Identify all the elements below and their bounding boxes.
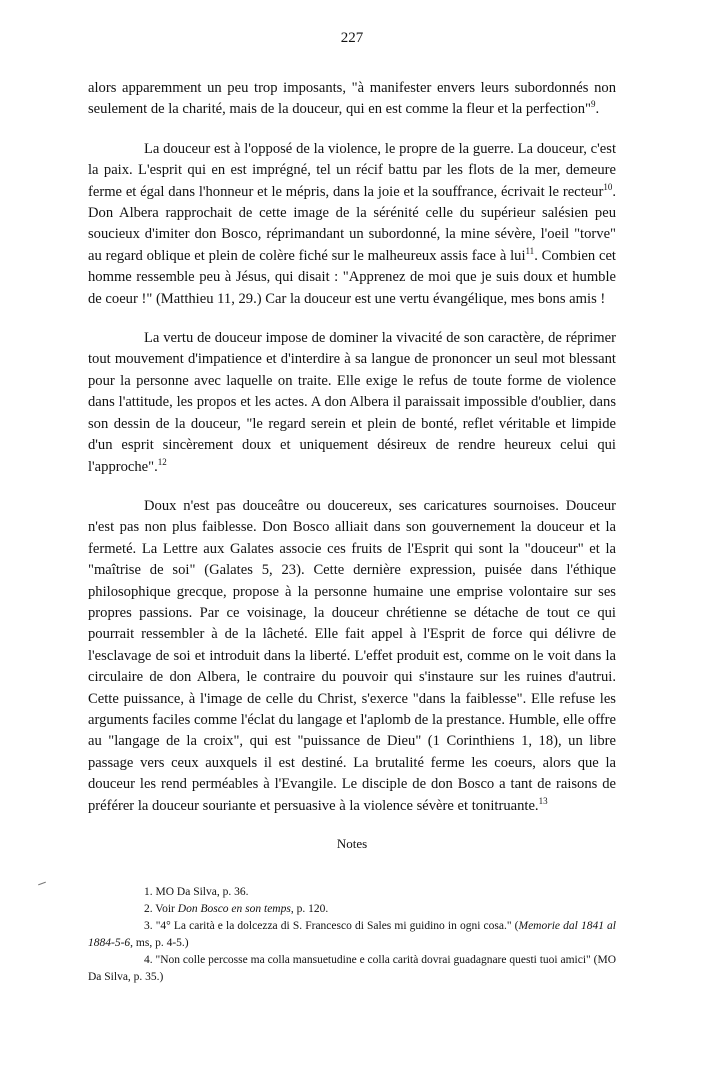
text-run: alors apparemment un peu trop imposants, "à manifester envers leurs subordonnés non seulement de la charité, mais de la douceur, qui en est comme la fleur et la perfection" <box>88 80 616 118</box>
footnote <box>88 884 616 901</box>
footnotes <box>88 884 616 986</box>
footnote-ref: 9 <box>590 99 596 110</box>
paragraph <box>88 78 616 121</box>
text-run: 3. "4° La carità e la dolcezza di S. Francesco di Sales mi guidino in ogni cosa." ( <box>144 920 519 932</box>
paragraph <box>88 496 616 817</box>
margin-mark <box>38 882 46 886</box>
notes-heading: Notes <box>336 836 368 851</box>
body-text <box>88 78 616 835</box>
paragraph <box>88 328 616 478</box>
text-run: 1. MO Da Silva, p. 36. <box>144 886 249 898</box>
text-run: 2. Voir <box>144 903 178 915</box>
text-run: La douceur est à l'opposé de la violence, le propre de la guerre. La douceur, c'est la paix. L'esprit qui en est imprégné, tel un récif battu par les flots de la mer, demeure ferme et égal dans l'honneur et le mépris, dans la joie et la souffrance, écrivait le recteur <box>88 140 616 200</box>
text-run: , p. 120. <box>290 903 329 915</box>
text-run: . Don Albera rapprochait de cette image de la sérénité celle du supérieur salésien peu soucieux d'imiter don Bosco, réprimandant un subordonné, la mine sévère, l'oeil "torve" au regard oblique et plein de colère fiché sur le malheureux assis face à lui <box>88 183 616 264</box>
italic-title: Memorie dal 1841 al 1884-5-6 <box>88 920 617 949</box>
footnote <box>88 952 616 986</box>
footnote-ref: 11 <box>525 245 535 256</box>
page-number: 227 <box>340 30 364 46</box>
text-run: . <box>595 101 600 118</box>
footnote <box>88 901 616 918</box>
footnote-ref: 10 <box>603 181 613 192</box>
text-run: . Combien cet homme ressemble peu à Jésus, qui disait : "Apprenez de moi que je suis doux et humble de coeur !" (Matthieu 11, 29.) Car la douceur est une vertu évangélique, mes bons amis ! <box>88 247 616 307</box>
text-run: La vertu de douceur impose de dominer la vivacité de son caractère, de réprimer tout mouvement d'impatience et d'interdire à sa langue de prononcer un seul mot blessant pour la personne avec laquelle on traite. Elle exige le refus de toute forme de violence dans l'attitude, les propos et les actes. A don Albera il paraissait impossible d'oublier, dans son dessin de la douceur, "le regard serein et plein de bonté, reflet véritable et limpide d'un esprit sincèrement doux et uniquement désireux de rendre heureux celui qui l'approche". <box>88 330 616 475</box>
footnote-ref: 13 <box>538 795 548 806</box>
text-run: 4. "Non colle percosse ma colla mansuetudine e colla carità dovrai guadagnare questi tuoi amici" (MO Da Silva, p. 35.) <box>88 954 616 983</box>
footnote <box>88 918 616 952</box>
text-run: Doux n'est pas douceâtre ou doucereux, ses caricatures sournoises. Douceur n'est pas non plus faiblesse. Don Bosco alliait dans son gouvernement la douceur et la fermeté. La Lettre aux Galates associe ces fruits de l'Esprit qui sont la "douceur" et la "maîtrise de soi" (Galates 5, 23). Cette dernière expression, puisée dans l'éthique philosophique grecque, propose à la personne humaine une emprise volontaire sur ses propres passions. Par ce voisinage, la douceur chrétienne se détache de tout ce qui pourrait ressembler à de la lâcheté. Elle fait appel à l'Esprit de force qui délivre de l'esclavage de soi et introduit dans la liberté. L'effet produit est, comme on le voit dans la circulaire de don Albera, le contraire du pouvoir qui s'instaure sur les ruines d'autrui. Cette puissance, à l'image de celle du Christ, s'exerce "dans la faiblesse". Elle refuse les arguments faciles comme l'éclat du langage et l'aplomb de la prestance. Humble, elle offre au "langage de la croix", qui est "puissance de Dieu" (1 Corinthiens 1, 18), un libre passage vers ceux auxquels il est destiné. La brutalité ferme les coeurs, alors que la douceur les rend perméables à l'Evangile. Le disciple de don Bosco a tant de raisons de préférer la douceur souriante et persuasive à la violence sévère et tonitruante. <box>88 497 616 814</box>
italic-title: Don Bosco en son temps <box>177 903 291 915</box>
text-run: , ms, p. 4-5.) <box>130 937 189 949</box>
paragraph <box>88 139 616 310</box>
footnote-ref: 12 <box>157 456 167 467</box>
